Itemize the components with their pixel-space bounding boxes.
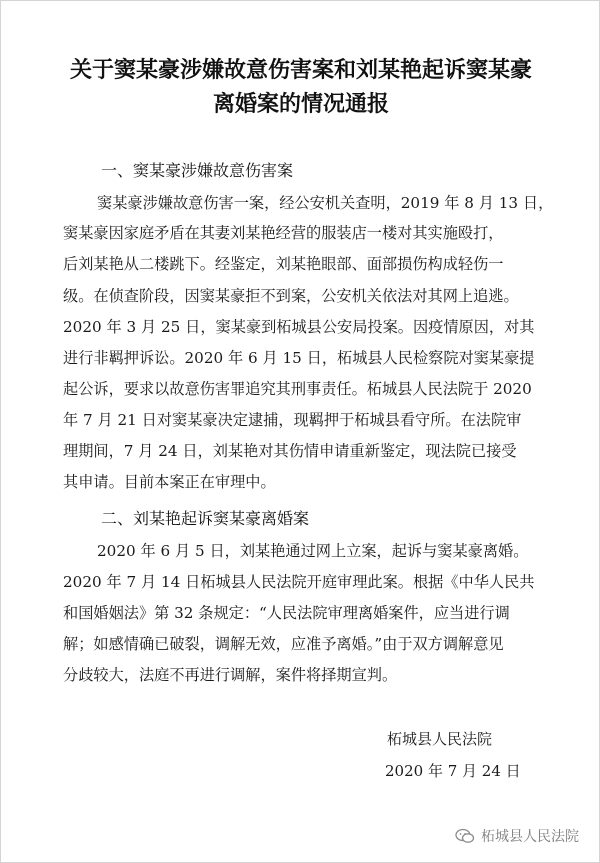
section-1-line: 起公诉，要求以故意伤害罪追究其刑事责任。柘城县人民法院于 2020 (63, 380, 532, 398)
section-1-line: 窦某豪涉嫌故意伤害一案，经公安机关查明，2019 年 8 月 13 日， (97, 194, 554, 212)
section-heading-1: 一、窦某豪涉嫌故意伤害案 (101, 161, 294, 180)
document-title (1, 53, 600, 121)
signature-court: 柘城县人民法院 (387, 730, 493, 748)
section-2-line: 解；如感情确已破裂，调解无效，应准予离婚。”由于双方调解意见 (63, 635, 504, 653)
section-1-line: 2020 年 3 月 25 日，窦某豪到柘城县公安局投案。因疫情原因，对其 (63, 318, 535, 336)
section-1-line: 进行非羁押诉讼。2020 年 6 月 15 日，柘城县人民检察院对窦某豪提 (63, 349, 535, 367)
watermark (455, 826, 579, 846)
section-2-line: 2020 年 7 月 14 日柘城县人民法院开庭审理此案。根据《中华人民共 (63, 573, 535, 591)
section-1-line: 级。在侦查阶段，因窦某豪拒不到案，公安机关依法对其网上追逃。 (63, 287, 519, 305)
section-1-line: 年 7 月 21 日对窦某豪决定逮捕，现羁押于柘城县看守所。在法院审 (63, 411, 522, 429)
section-1-line: 窦某豪因家庭矛盾在其妻刘某艳经营的服装店一楼对其实施殴打， (63, 224, 504, 242)
section-heading-2: 二、刘某艳起诉窦某豪离婚案 (101, 509, 310, 528)
title-line-2: 离婚案的情况通报 (212, 91, 389, 117)
section-2-line: 和国婚姻法》第 32 条规定：“人民法院审理离婚案件，应当进行调 (63, 604, 510, 622)
section-1-line: 后刘某艳从二楼跳下。经鉴定，刘某艳眼部、面部损伤构成轻伤一 (63, 255, 504, 273)
title-line-1: 关于窦某豪涉嫌故意伤害案和刘某艳起诉窦某豪 (69, 57, 532, 83)
section-2-line: 2020 年 6 月 5 日，刘某艳通过网上立案，起诉与窦某豪离婚。 (97, 542, 529, 560)
section-1-line: 其申请。目前本案正在审理中。 (63, 473, 276, 491)
watermark-text: 柘城县人民法院 (481, 829, 579, 845)
section-1-line: 理期间，7 月 24 日，刘某艳对其伤情申请重新鉴定，现法院已接受 (63, 442, 517, 460)
section-2-line: 分歧较大，法庭不再进行调解，案件将择期宣判。 (63, 666, 398, 684)
wechat-official-account-icon (455, 828, 475, 844)
signature-date: 2020 年 7 月 24 日 (385, 762, 521, 780)
